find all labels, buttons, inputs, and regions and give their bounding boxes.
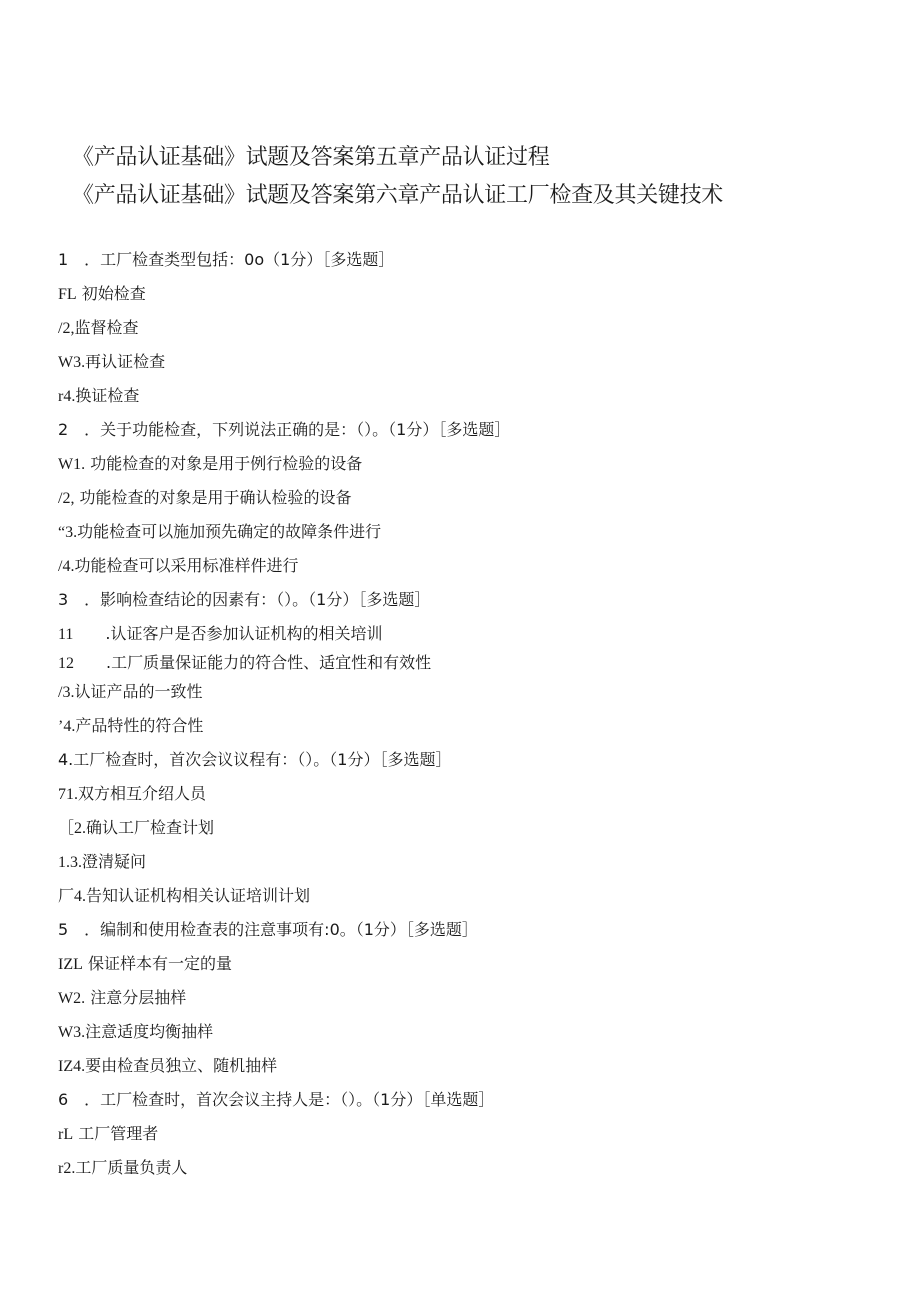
option-mark: “3. — [58, 524, 78, 541]
option-mark: 12 — [58, 655, 107, 672]
answer-option — [58, 484, 878, 518]
answer-option — [58, 1052, 878, 1086]
option-mark: W3. — [58, 1024, 86, 1041]
answer-option — [58, 1154, 878, 1188]
answer-option — [58, 450, 878, 484]
answer-option — [58, 848, 878, 882]
question-stem: 5 ．编制和使用检查表的注意事项有:0。（1分）［多选题］ — [58, 920, 478, 939]
question-stem: 2 ．关于功能检查，下列说法正确的是：（）。（1分）［多选题］ — [58, 420, 511, 439]
option-text: 工厂管理者 — [73, 1124, 159, 1143]
option-text: 产品特性的符合性 — [75, 716, 204, 735]
option-mark: W1. — [58, 456, 86, 473]
option-text: 功能检查可以采用标准样件进行 — [74, 556, 299, 575]
document-titles — [72, 140, 723, 216]
option-text: 认证产品的一致性 — [74, 682, 203, 701]
option-text: 确认工厂检查计划 — [86, 818, 215, 837]
option-text: 再认证检查 — [85, 352, 166, 371]
option-text: 功能检查的对象是用于确认检验的设备 — [74, 488, 352, 507]
option-text: 澄清疑问 — [82, 852, 147, 871]
option-text: 工厂质量负责人 — [75, 1158, 188, 1177]
answer-option — [58, 712, 878, 746]
question-list — [58, 246, 878, 1188]
answer-option — [58, 1120, 878, 1154]
option-text: 双方相互介绍人员 — [78, 784, 207, 803]
option-text: 功能检查的对象是用于例行检验的设备 — [85, 454, 363, 473]
option-text: .工厂质量保证能力的符合性、适宜性和有效性 — [106, 653, 432, 672]
answer-option — [58, 314, 878, 348]
option-mark: /3. — [58, 684, 75, 701]
option-text: .认证客户是否参加认证机构的相关培训 — [105, 624, 383, 643]
question-stem: 3 ．影响检查结论的因素有：（）。（1分）［多选题］ — [58, 590, 431, 609]
question-stem: 6 ．工厂检查时，首次会议主持人是：（）。（1分）［单选题］ — [58, 1090, 495, 1109]
option-text: 功能检查可以施加预先确定的故障条件进行 — [77, 522, 382, 541]
answer-option — [58, 552, 878, 586]
option-text: 换证检查 — [75, 386, 140, 405]
option-mark: IZL — [58, 956, 83, 973]
option-mark: FL — [58, 286, 77, 303]
option-mark: 厂4. — [58, 888, 87, 905]
option-mark: r4. — [58, 388, 76, 405]
answer-option — [58, 950, 878, 984]
answer-option — [58, 882, 878, 916]
option-text: 保证样本有一定的量 — [82, 954, 232, 973]
answer-option — [58, 678, 878, 712]
answer-option — [58, 518, 878, 552]
option-mark: rL — [58, 1126, 74, 1143]
option-text: 要由检查员独立、随机抽样 — [85, 1056, 278, 1075]
question-stem: 1 ．工厂检查类型包括：0o（1分）［多选题］ — [58, 250, 395, 269]
option-mark: /2, — [58, 490, 75, 507]
answer-option — [58, 780, 878, 814]
chapter-six-title: 《产品认证基础》试题及答案第六章产品认证工厂检查及其关键技术 — [72, 183, 724, 208]
option-mark: /2, — [58, 320, 75, 337]
chapter-five-title: 《产品认证基础》试题及答案第五章产品认证过程 — [72, 145, 550, 170]
option-mark: W2. — [58, 990, 86, 1007]
option-mark: W3. — [58, 354, 86, 371]
option-text: 注意适度均衡抽样 — [85, 1022, 214, 1041]
option-text: 监督检查 — [74, 318, 139, 337]
option-mark: /4. — [58, 558, 75, 575]
answer-option — [58, 280, 878, 314]
answer-option — [58, 620, 878, 649]
answer-option — [58, 1018, 878, 1052]
answer-option — [58, 649, 878, 678]
option-mark: ［2. — [58, 820, 87, 837]
question-stem: 4.工厂检查时，首次会议议程有：（）。（1分）［多选题］ — [58, 750, 452, 769]
option-mark: 71. — [58, 786, 78, 803]
option-mark: IZ4. — [58, 1058, 86, 1075]
option-text: 注意分层抽样 — [85, 988, 187, 1007]
option-mark: r2. — [58, 1160, 76, 1177]
answer-option — [58, 984, 878, 1018]
option-text: 初始检查 — [76, 284, 146, 303]
answer-option — [58, 348, 878, 382]
option-mark: ’4. — [58, 718, 76, 735]
answer-option — [58, 382, 878, 416]
option-mark: 11 — [58, 626, 106, 643]
option-mark: 1.3. — [58, 854, 82, 871]
answer-option — [58, 814, 878, 848]
option-text: 告知认证机构相关认证培训计划 — [86, 886, 311, 905]
